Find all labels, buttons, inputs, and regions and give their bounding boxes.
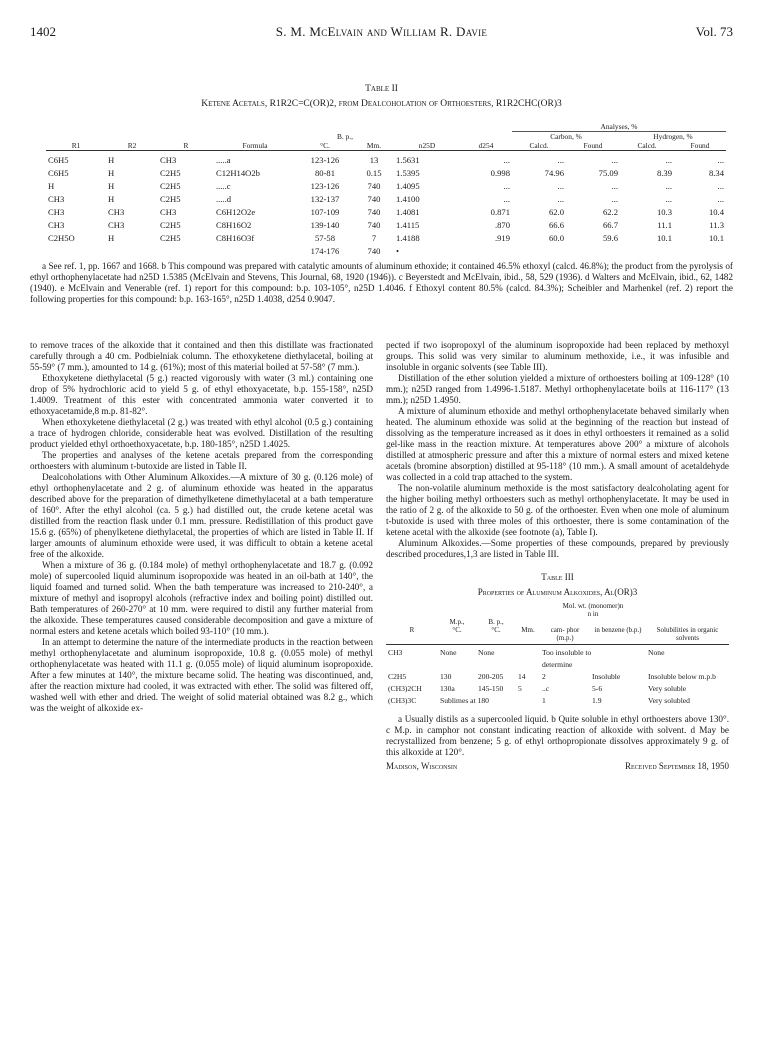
- table-cell-hf: ...: [717, 194, 724, 204]
- table-cell-r2: H: [108, 233, 115, 243]
- table-cell-r: CH3: [160, 207, 177, 217]
- table-cell-mm: 740: [367, 246, 381, 256]
- table-cell-cc: 66.6: [548, 220, 564, 230]
- col-d: d254: [460, 141, 512, 151]
- table-cell-formula: .....a: [216, 155, 231, 165]
- table-cell-formula: .....c: [216, 181, 231, 191]
- table-cell-nd: 1.4081: [396, 207, 420, 217]
- table-cell-cf: ...: [611, 181, 618, 191]
- table-cell-r: (CH3)3C: [388, 696, 417, 705]
- table-cell-hf: 10.1: [708, 233, 724, 243]
- table-cell-r2: H: [108, 168, 115, 178]
- table-cell-d: [460, 245, 512, 258]
- table-cell-mp: Sublimes at 180: [440, 696, 489, 705]
- table-cell-r: C2H5: [160, 194, 181, 204]
- table-cell-formula: [214, 245, 296, 258]
- table-cell-camphor: 2: [542, 672, 546, 681]
- n-in-header: n in: [587, 610, 599, 618]
- paragraph: Ethoxyketene diethylacetal (5 g.) reacted vigorously with water (3 ml.) containing one drop of 5% hydrochloric acid to yield 5 g. of ethyl ethoxyacetate, b.p. 155-158°, n25D 1.4009. Treatment of this ester with concentrated ammonia water converted it to ethoxyacetamide,8 m.p. 81-82°.: [30, 373, 373, 416]
- table-cell-formula: C12H14O2b: [216, 168, 260, 178]
- table-cell-r: CH3: [160, 155, 177, 165]
- hydrogen-header: Hydrogen, %: [653, 132, 693, 141]
- table-cell-bp: 107-109: [310, 207, 340, 217]
- table-cell-bp: 132-137: [310, 194, 340, 204]
- table-cell-d: 0.998: [490, 168, 510, 178]
- table-cell-camphor: 1: [542, 696, 546, 705]
- table-row: [46, 219, 726, 232]
- table-cell-r1: H: [48, 181, 55, 191]
- table-2-footnote-text: a See ref. 1, pp. 1667 and 1668. b This compound was prepared with catalytic amounts of aluminum ethoxide; it contained 46.5% ethoxyl (calcd. 46.8%); the product from the pyrolysis of ethyl orthophenylacetate had n25D 1.5385 (McElvain and Stevens, This Journal, 68, 1920 (1946)). c Beyerstedt and McElvain, ibid., 58, 529 (1936). d Walters and McElvain, ibid., 62, 1482 (1940). e McElvain and Venerable (ref. 1) report for this compound: b.p. 103-105°, n25D 1.4046. f Ethoxyl content 80.5% (calcd. 84.3%); Scheibler and Marhenkel (ref. 2) report the following properties for this compound: b.p. 163-165°, n25D 1.4038, d254 0.9047.: [30, 261, 733, 304]
- table-cell-hc: 11.1: [657, 220, 672, 230]
- table-cell-cc: 62.0: [548, 207, 564, 217]
- table-cell-r2: [106, 245, 158, 258]
- table-cell-d: ...: [503, 155, 510, 165]
- table-cell-bp: 145-150: [478, 684, 504, 693]
- table-cell-r: [386, 660, 438, 672]
- table-cell-hc: 10.3: [656, 207, 672, 217]
- table-cell-r: C2H5: [160, 181, 181, 191]
- table-cell-bp: None: [478, 648, 495, 657]
- table-cell-mm: 13: [369, 155, 379, 165]
- table-row: [386, 672, 729, 684]
- table-cell-r2: CH3: [108, 207, 125, 217]
- table-cell-cf: 75.09: [598, 168, 618, 178]
- table-cell-camphor: Too insoluble to: [542, 648, 592, 657]
- table-cell-benzene: Insoluble: [592, 672, 621, 681]
- col-r1: R1: [46, 141, 106, 151]
- paragraph: Distillation of the ether solution yielded a mixture of orthoesters boiling at 109-128° (10 mm.); n25D ranged from 1.4996-1.5187. Methyl orthophenylacetate boils at 116-117° (13 mm.); n25D 1.4950.: [386, 373, 729, 405]
- table-cell-sol: [646, 660, 729, 672]
- table-cell-r: C2H5: [388, 672, 407, 681]
- table-cell-cc: ...: [557, 155, 564, 165]
- col-camphor: cam- phor (m.p.): [540, 626, 590, 645]
- table-cell-hf: 11.3: [709, 220, 724, 230]
- table-cell-d: 0.871: [490, 207, 510, 217]
- col-solubilities: Solubilities in organic solvents: [646, 626, 729, 645]
- table-cell-bp: 200-205: [478, 672, 504, 681]
- table-cell-cf: ...: [611, 155, 618, 165]
- table-cell-r: C2H5: [160, 233, 181, 243]
- table-cell-cc: 60.0: [548, 233, 564, 243]
- table-cell-nd: •: [396, 246, 400, 256]
- table-cell-r1: C6H5: [48, 155, 69, 165]
- table-cell-sol: Very solubled: [648, 696, 690, 705]
- col-mm: Mm.: [516, 626, 540, 645]
- table-cell-bp: 123-126: [310, 181, 340, 191]
- table-cell-r: C2H5: [160, 168, 181, 178]
- table-cell-mp: 130: [440, 672, 452, 681]
- table-cell-camphor: ..c: [542, 684, 550, 693]
- page-number: 1402: [30, 24, 56, 39]
- table-cell-mp: None: [440, 648, 457, 657]
- table-cell-cf: 66.7: [602, 220, 618, 230]
- col-nd: n25D: [394, 141, 460, 151]
- table-cell-mm: 14: [518, 672, 526, 681]
- table-cell-cc: 74.96: [544, 168, 564, 178]
- table-cell-r: CH3: [388, 648, 403, 657]
- table-cell-benzene: 1.9: [592, 696, 602, 705]
- col-hydrogen-found: Found: [674, 141, 726, 151]
- col-carbon-found: Found: [566, 141, 620, 151]
- table-cell-hf: ...: [717, 181, 724, 191]
- table-cell-mm: 0.15: [366, 168, 382, 178]
- table-cell-mp: [438, 660, 476, 672]
- table-cell-r1: [46, 245, 106, 258]
- col-r: R: [386, 626, 438, 645]
- paragraph: When ethoxyketene diethylacetal (2 g.) was treated with ethyl alcohol (0.5 g.) containing a trace of hydrogen chloride, considerable heat was evolved. Distillation of the resulting product yielded ethyl orthoethoxyacetate, b.p. 180-185°, n25D 1.4025.: [30, 417, 373, 449]
- table-row: [386, 684, 729, 696]
- running-header: [30, 24, 733, 42]
- table-cell-nd: 1.4100: [396, 194, 420, 204]
- table-cell-hc: 8.39: [656, 168, 672, 178]
- table-cell-r: [158, 245, 214, 258]
- table-cell-nd: 1.5395: [396, 168, 420, 178]
- table-cell-bp: 174-176: [310, 246, 340, 256]
- col-mp-unit: °C.: [438, 626, 476, 645]
- paragraph: The non-volatile aluminum methoxide is the most satisfactory dealcoholating agent for the higher boiling methyl orthoesters such as methyl orthophenylacetate. It may be used in the ratio of 2 g. of the alkoxide to 50 g. of the orthoester. Even when one mole of aluminum t-butoxide is used with three moles of this orthoester, there is some contamination of the ketene acetal with the alkoxide (see footnote (a), Table I).: [386, 483, 729, 537]
- col-r: R: [158, 141, 214, 151]
- table-cell-benzene: 5-6: [592, 684, 603, 693]
- table-row: [46, 232, 726, 245]
- table-row: [46, 151, 726, 168]
- paragraph: Dealcoholations with Other Aluminum Alkoxides.—A mixture of 30 g. (0.126 mole) of ethyl orthophenylacetate and 2 g. of aluminum ethoxide was heated in the apparatus described above for the preparation of dimethylketene dimethylacetal at a bath temperature of 160°. After the ethyl alcohol (ca. 5 g.) had distilled out, the crude ketene acetal was distilled from the reaction flask under 0.1 mm. pressure. Redistillation of this product gave 15.6 g. (65%) of phenylketene diethylacetal, the properties of which are listed in Table II. If larger amounts of aluminum ethoxide were used, it was difficult to obtain a ketene acetal free of the alkoxide.: [30, 472, 373, 559]
- table-2-title: Ketene Acetals, R1R2C=C(OR)2, from Dealcoholation of Orthoesters, R1R2CHC(OR)3: [201, 99, 562, 109]
- paragraph: Aluminum Alkoxides.—Some properties of these compounds, prepared by previously described procedures,1,3 are listed in Table III.: [386, 538, 729, 559]
- table-cell-formula: C8H16O2: [216, 220, 252, 230]
- table-cell-mm: [516, 696, 540, 708]
- right-column: [386, 340, 729, 773]
- table-cell-r1: C2H5O: [48, 233, 75, 243]
- table-cell-d: ...: [503, 181, 510, 191]
- table-3-footnotes: [386, 714, 729, 758]
- col-hydrogen-calcd: Calcd.: [620, 141, 674, 151]
- table-cell-cf: [566, 245, 620, 258]
- table-cell-hc: [620, 245, 674, 258]
- table-cell-r1: CH3: [48, 220, 65, 230]
- table-cell-cf: 59.6: [602, 233, 618, 243]
- table-cell-hc: ...: [665, 194, 672, 204]
- table-row: [46, 180, 726, 193]
- table-row: [46, 245, 726, 258]
- table-cell-d: .870: [494, 220, 510, 230]
- mp-header: M.p.,: [449, 618, 465, 626]
- table-row: [46, 167, 726, 180]
- table-cell-camphor: determine: [542, 660, 573, 669]
- table-cell-nd: 1.4188: [396, 233, 420, 243]
- col-mm: Mm.: [354, 141, 394, 151]
- table-cell-r1: CH3: [48, 194, 65, 204]
- table-2: [46, 122, 726, 258]
- signoff: [386, 761, 729, 773]
- paragraph: pected if two isopropoxyl of the aluminum isopropoxide had been replaced by methoxyl groups. This solid was very similar to aluminum methoxide, i.e., it was infusible and insoluble in organic solvents (see Table III).: [386, 340, 729, 372]
- table-cell-mm: 740: [367, 194, 381, 204]
- table-cell-mm: 7: [371, 233, 377, 243]
- table-cell-nd: 1.4115: [396, 220, 420, 230]
- table-cell-cc: ...: [557, 181, 564, 191]
- table-cell-bp: [476, 660, 516, 672]
- table-3-title: Properties of Aluminum Alkoxides, Al(OR)3: [477, 587, 638, 597]
- table-3-caption: Table III: [541, 572, 574, 582]
- paragraph: to remove traces of the alkoxide that it contained and then this distillate was fractionated carefully through a 40 cm. Podbielniak column. The ethoxyketene diethylacetal, boiling at 55-59° (7 mm.), amounted to 14 g. (61%); most of this material boiled at 57-58° (7 mm.).: [30, 340, 373, 372]
- table-cell-bp: 57-58: [314, 233, 336, 243]
- table-cell-hf: [674, 245, 726, 258]
- table-cell-hc: ...: [665, 155, 672, 165]
- table-cell-mp: 130a: [440, 684, 455, 693]
- molwt-header: Mol. wt. (monomer)n: [562, 602, 624, 610]
- table-cell-mm: 5: [518, 684, 522, 693]
- table-2-footnotes: [30, 261, 733, 305]
- col-carbon-calcd: Calcd.: [512, 141, 566, 151]
- table-cell-mm: 740: [367, 207, 381, 217]
- paragraph: The properties and analyses of the ketene acetals prepared from the corresponding orthoesters with aluminum t-butoxide are listed in Table II.: [30, 450, 373, 471]
- table-cell-formula: .....d: [216, 194, 232, 204]
- table-2-caption: Table II: [365, 84, 398, 94]
- col-r2: R2: [106, 141, 158, 151]
- left-column: [30, 340, 373, 714]
- table-cell-r2: H: [108, 155, 115, 165]
- table-row: [386, 696, 729, 708]
- table-cell-d: ...: [503, 194, 510, 204]
- table-cell-r1: CH3: [48, 207, 65, 217]
- paragraph: When a mixture of 36 g. (0.184 mole) of methyl orthophenylacetate and 18.7 g. (0.092 mole) of supercooled liquid aluminum isopropoxide was heated in an oil-bath at 140°, the liquid foamed and turned solid. When the bath temperature was increased to 210-240°, a mixture of methyl and isopropyl alcohols (refractive index and boiling point) distilled out. Bath temperatures of 260-270° at 10 mm. were required to distil any further material from the alkoxide. These temperatures caused considerable decomposition and gave a mixture of normal esters and ketene acetals which boiled 93-110° (10 mm.).: [30, 560, 373, 636]
- paragraph: A mixture of aluminum ethoxide and methyl orthophenylacetate behaved similarly when heated. The aluminum ethoxide was solid at the beginning of the reaction but instead of dissolving as the temperature increased as it does in ethyl orthoesters it remained as a solid gel-like mass in the reaction mixture. At temperatures above 200° a mixture of alcohols distilled at atmospheric pressure and after this a mixture of normal esters and mixed ketene acetals (bromine absorption) distilled at 95-118° (10 mm.). A small amount of acetaldehyde was collected in a cold trap attached to the system.: [386, 406, 729, 482]
- bp-header: B. p.,: [336, 131, 353, 141]
- table-cell-nd: 1.4095: [396, 181, 420, 191]
- location: Madison, Wisconsin: [386, 761, 458, 771]
- table-cell-benzene: [590, 660, 646, 672]
- table-cell-hc: 10.1: [656, 233, 672, 243]
- col-bp-unit: °C.: [476, 626, 516, 645]
- table-cell-bp: 139-140: [310, 220, 340, 230]
- table-cell-r2: CH3: [108, 220, 125, 230]
- table-cell-mm: 740: [367, 181, 381, 191]
- table-cell-r: C2H5: [160, 220, 181, 230]
- table-cell-hf: ...: [717, 155, 724, 165]
- analyses-header: Analyses, %: [512, 122, 726, 132]
- table-cell-sol: Insoluble below m.p.b: [648, 672, 716, 681]
- table-cell-hf: 8.34: [708, 168, 724, 178]
- col-benzene: in benzene (b.p.): [590, 626, 646, 645]
- table-cell-mm: [516, 645, 540, 661]
- col-bp-unit: °C.: [296, 141, 354, 151]
- table-cell-mm: [516, 660, 540, 672]
- table-cell-sol: Very soluble: [648, 684, 687, 693]
- table-cell-bp: 123-126: [310, 155, 340, 165]
- table-cell-formula: C8H16O3f: [216, 233, 255, 243]
- table-cell-r: (CH3)2CH: [388, 684, 422, 693]
- table-row: [46, 206, 726, 219]
- table-cell-cf: 62.2: [602, 207, 618, 217]
- table-cell-bp: 80-81: [314, 168, 336, 178]
- table-row: [46, 193, 726, 206]
- table-cell-hc: ...: [665, 181, 672, 191]
- table-3: [386, 602, 729, 708]
- received-date: Received September 18, 1950: [624, 761, 729, 771]
- table-cell-nd: 1.5631: [396, 155, 420, 165]
- table-cell-cc: ...: [557, 194, 564, 204]
- carbon-header: Carbon, %: [550, 132, 582, 141]
- table-cell-mm: 740: [367, 220, 381, 230]
- table-cell-r2: H: [108, 194, 115, 204]
- table-cell-r1: C6H5: [48, 168, 69, 178]
- author-line: S. M. McElvain and William R. Davie: [275, 24, 488, 39]
- table-row: [386, 660, 729, 672]
- table-cell-cc: [512, 245, 566, 258]
- bp-header: B. p.,: [488, 618, 504, 626]
- table-cell-formula: C6H12O2e: [216, 207, 256, 217]
- table-3-footnote-text: a Usually distils as a supercooled liquid. b Quite soluble in ethyl orthoesters above 130°. c M.p. in camphor not constant indicating reaction of alkoxide with solvent. d May be recrystallized from benzene; 5 g. of ethyl orthopropionate dissolves approximately 9 g. of this alkoxide at 120°.: [386, 714, 729, 757]
- table-row: [386, 645, 729, 661]
- table-cell-r2: H: [108, 181, 115, 191]
- table-cell-cf: ...: [611, 194, 618, 204]
- paragraph: In an attempt to determine the nature of the intermediate products in the reaction between methyl orthophenylacetate and aluminum isopropoxide, 10.8 g. (0.055 mole) of methyl orthophenylacetate was heated with 11.1 g. (0.055 mole) of liquid aluminum isopropoxide. After a few minutes at 140°, the mixture became solid. The heating was discontinued, and, after the reaction mixture had cooled, it was extracted with ether. The solid was filtered off, washed well with ether and dried. The weight of solid material obtained was 8.2 g., which was the weight of alkoxide ex-: [30, 637, 373, 713]
- table-cell-sol: None: [648, 648, 665, 657]
- table-cell-hf: 10.4: [708, 207, 724, 217]
- volume-label: Vol. 73: [695, 24, 733, 39]
- col-formula: Formula: [214, 141, 296, 151]
- table-cell-d: .919: [494, 233, 510, 243]
